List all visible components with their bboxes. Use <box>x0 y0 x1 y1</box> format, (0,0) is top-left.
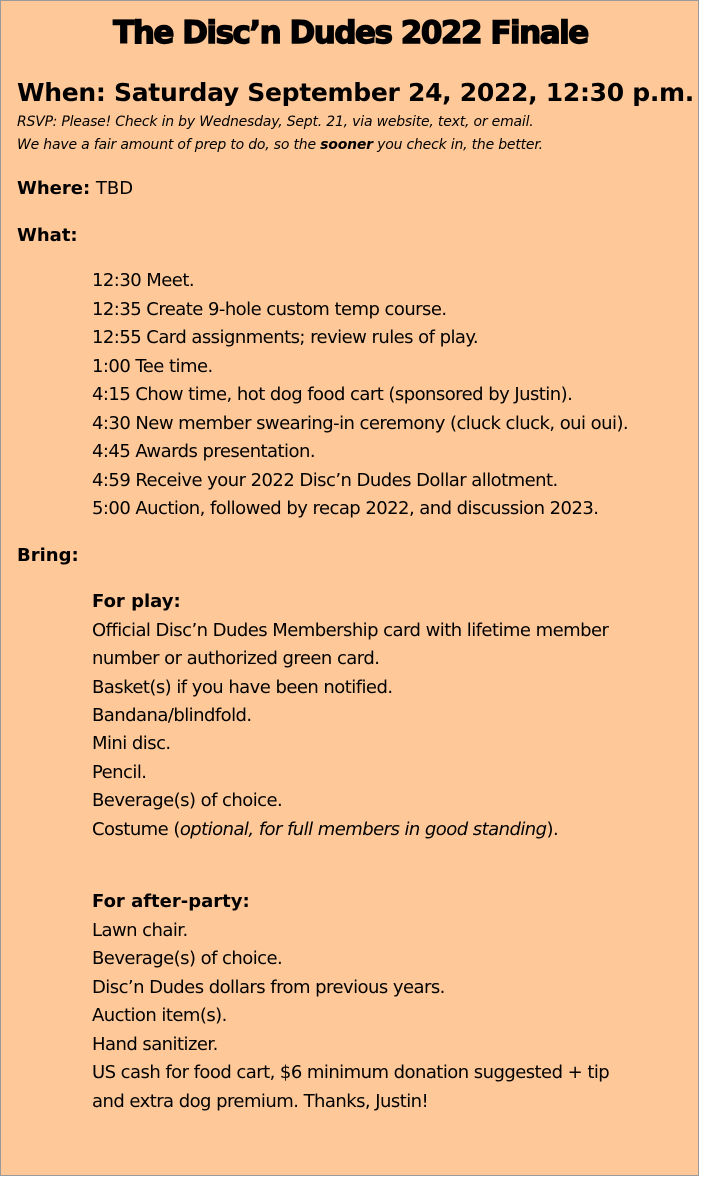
schedule-item: 1:00 Tee time. <box>92 356 213 377</box>
play-item-costume <box>92 817 558 843</box>
prep-note <box>17 135 543 155</box>
schedule-item: 12:30 Meet. <box>92 270 195 291</box>
schedule-item: 4:45 Awards presentation. <box>92 441 315 462</box>
play-item: Official Disc’n Dudes Membership card with lifetime member <box>92 620 609 641</box>
prep-note-start: We have a fair amount of prep to do, so the <box>17 137 321 153</box>
schedule-item: 12:35 Create 9-hole custom temp course. <box>92 299 447 320</box>
prep-note-end: you check in, the better. <box>372 137 543 153</box>
play-item: Beverage(s) of choice. <box>92 790 283 811</box>
costume-end: ). <box>546 819 559 840</box>
schedule-item: 12:55 Card assignments; review rules of play. <box>92 327 479 348</box>
flyer-title: The Disc’n Dudes 2022 Finale <box>113 15 588 51</box>
play-item: Pencil. <box>92 762 147 783</box>
when-label: When: <box>17 78 106 107</box>
rsvp-note: RSVP: Please! Check in by Wednesday, Sept. 21, via website, text, or email. <box>17 114 534 130</box>
after-party-item: Hand sanitizer. <box>92 1034 218 1055</box>
after-party-item: Beverage(s) of choice. <box>92 948 283 969</box>
where-label: Where: <box>17 178 91 199</box>
schedule-item: 5:00 Auction, followed by recap 2022, and discussion 2023. <box>92 498 599 519</box>
after-party-item: US cash for food cart, $6 minimum donation suggested + tip <box>92 1062 610 1083</box>
for-play-heading: For play: <box>92 591 181 612</box>
what-label: What: <box>17 225 78 246</box>
after-party-item: Auction item(s). <box>92 1005 227 1026</box>
after-party-item: and extra dog premium. Thanks, Justin! <box>92 1091 429 1112</box>
schedule-item: 4:15 Chow time, hot dog food cart (sponsored by Justin). <box>92 384 573 405</box>
costume-start: Costume ( <box>92 819 180 840</box>
after-party-item: Lawn chair. <box>92 920 188 941</box>
play-item: Basket(s) if you have been notified. <box>92 677 393 698</box>
play-item: number or authorized green card. <box>92 648 380 669</box>
prep-note-emphasis: sooner <box>320 137 373 153</box>
when-value: Saturday September 24, 2022, 12:30 p.m. <box>114 78 694 107</box>
costume-note: optional, for full members in good standing <box>179 819 547 840</box>
after-party-heading: For after-party: <box>92 891 250 912</box>
schedule-item: 4:59 Receive your 2022 Disc’n Dudes Dollar allotment. <box>92 470 558 491</box>
after-party-item: Disc’n Dudes dollars from previous years. <box>92 977 445 998</box>
bring-label: Bring: <box>17 545 79 566</box>
where-line <box>17 176 133 202</box>
play-item: Mini disc. <box>92 733 171 754</box>
schedule-item: 4:30 New member swearing-in ceremony (cluck cluck, oui oui). <box>92 413 629 434</box>
where-value: TBD <box>95 178 134 199</box>
play-item: Bandana/blindfold. <box>92 705 252 726</box>
when-line <box>17 75 694 111</box>
